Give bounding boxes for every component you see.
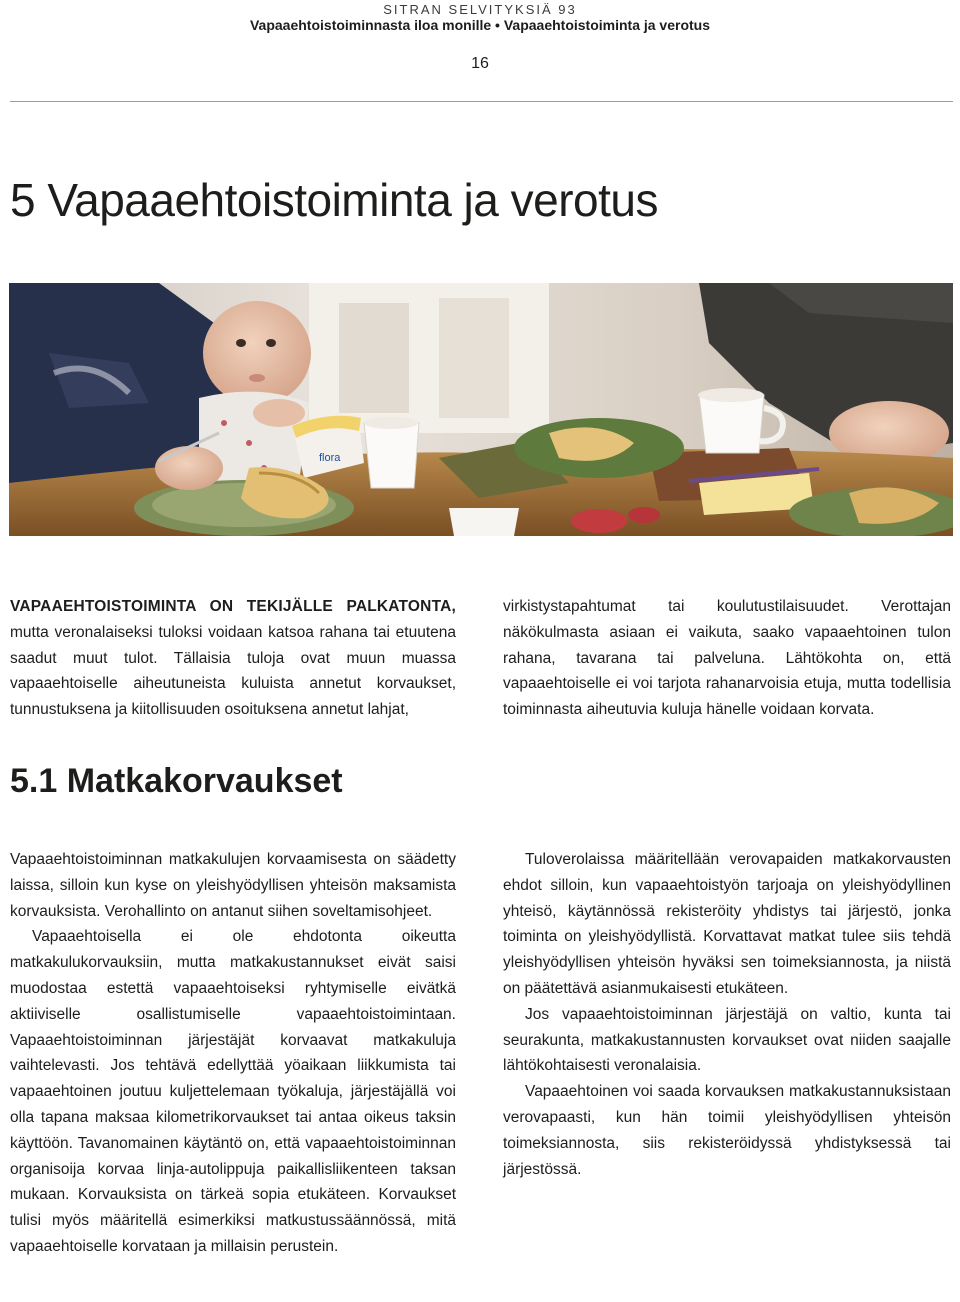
running-header: Vapaaehtoistoiminnasta iloa monille • Vapaaehtoistoiminta ja verotus (249, 17, 711, 33)
section-title: 5.1 Matkakorvaukset (10, 762, 343, 800)
section-left-paragraph-1: Vapaaehtoistoiminnan matkakulujen korvaamisesta on säädetty laissa, silloin kun kyse on yleishyödyllisen yhteisön maksamista korvauksista. Verohallinto on antanut siihen soveltamisohjeet. (10, 851, 456, 920)
intro-right-text: virkistystapahtumat tai koulutustilaisuudet. Verottajan näkökulmasta asiaan ei vaikuta, saako vapaaehtoinen tulon rahana, tavarana tai palveluna. Lähtökohta on, että vapaaehtoiselle ei voi tarjota rahanarvoisia etuja, mutta todellisia toiminnasta aiheutuvia kuluja hänelle voidaan korvata. (503, 598, 951, 719)
publication-series: SITRAN SELVITYKSIÄ 93 (383, 2, 577, 17)
section-right-paragraph-3: Vapaaehtoinen voi saada korvauksen matkakustannuksistaan verovapaasti, kun hän toimii yleishyödyllisen yhteisön toimeksiannosta, siis rekisteröidyssä yhdistyksessä tai järjestössä. (503, 1083, 951, 1178)
intro-left-text (10, 594, 456, 723)
header-divider (10, 101, 953, 102)
section-right-column (503, 847, 951, 1182)
chapter-title: 5 Vapaaehtoistoiminta ja verotus (10, 174, 658, 226)
breakfast-photo (9, 283, 953, 536)
margarine-label: flora (319, 452, 341, 464)
section-right-paragraph-1: Tuloverolaissa määritellään verovapaiden matkakorvausten ehdot silloin, kun vapaaehtoistyön tarjoaja on yleishyödyllinen yhteisö, käytännössä rekisteröity yhdistys tai järjestö, jonka toiminta on yleishyödyllistä. Korvattavat matkat tulee siis tehdä yleishyödyllisen yhteisön hyväksi sen toimeksiannosta, ja niistä on päätettävä asianmukaisesti etukäteen. (503, 851, 951, 997)
page-number: 16 (471, 55, 489, 72)
section-left-paragraph-2: Vapaaehtoisella ei ole ehdotonta oikeutta matkakulukorvauksiin, mutta matkakustannukset eivät saisi muodostaa estettä vapaaehtoiseksi ryhtymiselle eivätkä aktiiviselle osallistumiselle vapaaehtoistoimintaan. Vapaaehtoistoiminnan järjestäjät korvaavat matkakuluja vaihtelevasti. Jos tehtävä edellyttää yöaikaan liikkumista tai vapaaehtoinen joutuu kuljettelemaan työkaluja, järjestäjällä voi olla tapana maksaa kilometrikorvaukset tai antaa oikeus taksin käyttöön. Tavanomainen käytäntö on, että vapaaehtoistoiminnan organisoija korvaa linja-autolippuja paikallisliikenteen taksan mukaan. Korvauksista on tärkeä sopia etukäteen. Korvaukset tulisi myös määritellä esimerkiksi matkustussäännössä, mitä vapaaehtoiselle korvataan ja millaisin perustein. (10, 928, 456, 1255)
section-left-column (10, 847, 456, 1260)
intro-left-body: mutta veronalaiseksi tuloksi voidaan katsoa rahana tai etuutena saadut muut tulot. Tällaisia tuloja ovat muun muassa vapaaehtoiselle aiheutuneista kuluista annetut korvaukset, tunnustuksena ja kiitollisuuden osoituksena annetut lahjat, (10, 623, 456, 719)
intro-lead: VAPAAEHTOISTOIMINTA ON TEKIJÄLLE PALKATONTA, (10, 598, 456, 615)
section-right-paragraph-2: Jos vapaaehtoistoiminnan järjestäjä on valtio, kunta tai seurakunta, matkakustannusten korvaukset ovat niiden saajalle lähtökohtaisesti veronalaisia. (503, 1005, 951, 1075)
intro-left-column (10, 594, 456, 723)
intro-right-column (503, 594, 951, 723)
